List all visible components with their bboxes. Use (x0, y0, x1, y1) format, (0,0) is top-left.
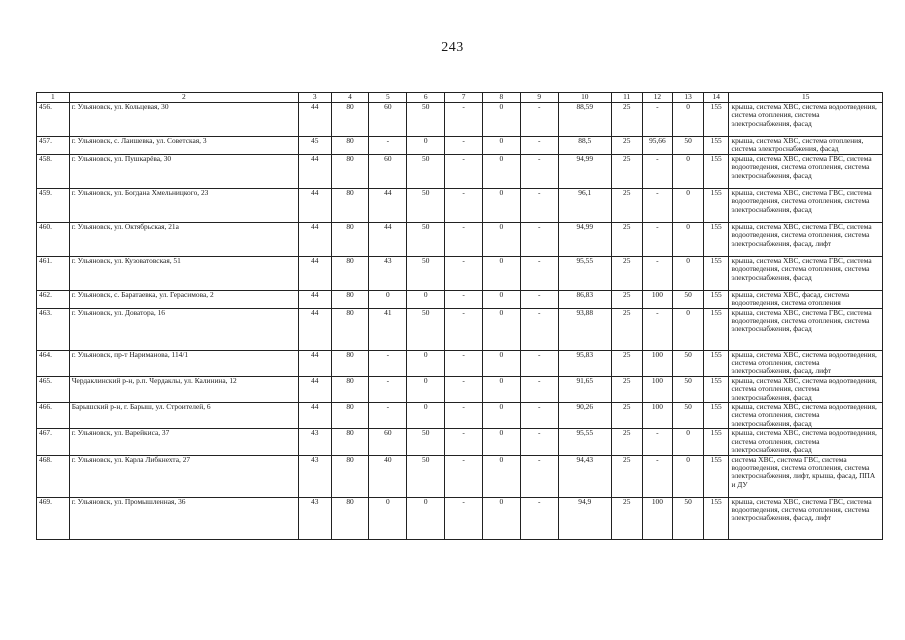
value-cell: - (369, 350, 407, 376)
value-cell: - (445, 256, 483, 290)
row-number: 463. (37, 308, 70, 350)
value-cell: 95,66 (642, 137, 673, 155)
value-cell: 100 (642, 290, 673, 308)
value-cell: - (445, 376, 483, 402)
table-row (37, 103, 883, 137)
row-number: 465. (37, 376, 70, 402)
value-cell: - (642, 154, 673, 188)
value-cell: 94,43 (558, 455, 611, 497)
value-cell: 50 (407, 429, 445, 455)
value-cell: - (445, 188, 483, 222)
value-cell: 96,1 (558, 188, 611, 222)
value-cell: 25 (611, 222, 642, 256)
value-cell: 95,55 (558, 429, 611, 455)
value-cell: 0 (482, 403, 520, 429)
value-cell: 25 (611, 154, 642, 188)
value-cell: 25 (611, 137, 642, 155)
value-cell: 80 (331, 290, 369, 308)
value-cell: 155 (703, 103, 729, 137)
table-row (37, 497, 883, 539)
value-cell: - (445, 103, 483, 137)
value-cell: 0 (673, 154, 704, 188)
value-cell: 0 (407, 290, 445, 308)
value-cell: 0 (482, 455, 520, 497)
column-header: 14 (703, 93, 729, 103)
column-header: 10 (558, 93, 611, 103)
value-cell: - (520, 222, 558, 256)
value-cell: - (445, 222, 483, 256)
value-cell: 44 (298, 188, 331, 222)
value-cell: 80 (331, 403, 369, 429)
value-cell: 0 (673, 429, 704, 455)
value-cell: 155 (703, 403, 729, 429)
table-row (37, 256, 883, 290)
value-cell: 50 (407, 256, 445, 290)
value-cell: 0 (407, 350, 445, 376)
value-cell: 25 (611, 350, 642, 376)
value-cell: 155 (703, 376, 729, 402)
value-cell: 94,9 (558, 497, 611, 539)
value-cell: 44 (298, 222, 331, 256)
value-cell: 91,65 (558, 376, 611, 402)
value-cell: - (369, 403, 407, 429)
row-number: 460. (37, 222, 70, 256)
value-cell: 50 (673, 403, 704, 429)
works-cell: крыша, система ХВС, система ГВС, система водоотведения, система отопления, система электроснабжения, фасад, лифт (729, 497, 883, 539)
value-cell: - (642, 103, 673, 137)
value-cell: 0 (482, 256, 520, 290)
column-header: 12 (642, 93, 673, 103)
table-row (37, 403, 883, 429)
value-cell: 50 (673, 497, 704, 539)
value-cell: 25 (611, 308, 642, 350)
value-cell: - (520, 256, 558, 290)
value-cell: - (520, 429, 558, 455)
value-cell: 44 (369, 222, 407, 256)
value-cell: 100 (642, 497, 673, 539)
works-cell: крыша, система ХВС, система ГВС, система водоотведения, система отопления, система электроснабжения, фасад (729, 154, 883, 188)
table-row (37, 308, 883, 350)
value-cell: - (642, 188, 673, 222)
works-cell: крыша, система ХВС, система ГВС, система водоотведения, система отопления, система электроснабжения, фасад (729, 256, 883, 290)
address-cell: г. Ульяновск, ул. Октябрьская, 21а (69, 222, 298, 256)
value-cell: 60 (369, 429, 407, 455)
value-cell: 25 (611, 290, 642, 308)
address-cell: г. Ульяновск, с. Баратаевка, ул. Герасимова, 2 (69, 290, 298, 308)
value-cell: 155 (703, 455, 729, 497)
value-cell: 0 (482, 103, 520, 137)
value-cell: 0 (482, 188, 520, 222)
address-cell: Чердаклинский р-н, р.п. Чердаклы, ул. Калинина, 12 (69, 376, 298, 402)
column-index-row (37, 93, 883, 103)
value-cell: 44 (298, 290, 331, 308)
table-row (37, 429, 883, 455)
column-header: 6 (407, 93, 445, 103)
value-cell: 95,83 (558, 350, 611, 376)
row-number: 464. (37, 350, 70, 376)
address-cell: г. Ульяновск, ул. Промышленная, 36 (69, 497, 298, 539)
value-cell: 43 (369, 256, 407, 290)
value-cell: 155 (703, 290, 729, 308)
value-cell: 50 (673, 376, 704, 402)
value-cell: - (445, 308, 483, 350)
value-cell: - (445, 429, 483, 455)
value-cell: 25 (611, 403, 642, 429)
value-cell: - (445, 350, 483, 376)
value-cell: 0 (369, 497, 407, 539)
value-cell: 80 (331, 103, 369, 137)
value-cell: - (445, 154, 483, 188)
works-cell: крыша, система ХВС, система водоотведения, система отопления, система электроснабжения, фасад (729, 103, 883, 137)
value-cell: - (445, 455, 483, 497)
row-number: 461. (37, 256, 70, 290)
row-number: 469. (37, 497, 70, 539)
value-cell: 44 (298, 403, 331, 429)
value-cell: 25 (611, 429, 642, 455)
table-row (37, 376, 883, 402)
column-header: 9 (520, 93, 558, 103)
value-cell: 50 (673, 350, 704, 376)
value-cell: 0 (482, 350, 520, 376)
value-cell: 25 (611, 188, 642, 222)
value-cell: 44 (369, 188, 407, 222)
value-cell: 0 (673, 188, 704, 222)
value-cell: - (520, 308, 558, 350)
value-cell: - (520, 290, 558, 308)
value-cell: 0 (369, 290, 407, 308)
address-cell: г. Ульяновск, ул. Кольцевая, 30 (69, 103, 298, 137)
value-cell: 0 (673, 256, 704, 290)
value-cell: 155 (703, 256, 729, 290)
value-cell: - (445, 137, 483, 155)
table-row (37, 350, 883, 376)
value-cell: 155 (703, 350, 729, 376)
value-cell: 95,55 (558, 256, 611, 290)
value-cell: 155 (703, 429, 729, 455)
value-cell: 44 (298, 154, 331, 188)
row-number: 459. (37, 188, 70, 222)
address-cell: Барышский р-н, г. Барыш, ул. Строителей, 6 (69, 403, 298, 429)
value-cell: - (369, 137, 407, 155)
value-cell: - (445, 403, 483, 429)
value-cell: - (369, 376, 407, 402)
value-cell: - (520, 137, 558, 155)
value-cell: 100 (642, 376, 673, 402)
value-cell: 93,88 (558, 308, 611, 350)
column-header: 8 (482, 93, 520, 103)
value-cell: 88,5 (558, 137, 611, 155)
value-cell: 25 (611, 455, 642, 497)
row-number: 456. (37, 103, 70, 137)
table-row (37, 290, 883, 308)
column-header: 1 (37, 93, 70, 103)
value-cell: 0 (407, 137, 445, 155)
value-cell: - (520, 350, 558, 376)
value-cell: 80 (331, 222, 369, 256)
value-cell: 40 (369, 455, 407, 497)
row-number: 468. (37, 455, 70, 497)
value-cell: 44 (298, 308, 331, 350)
value-cell: 60 (369, 154, 407, 188)
value-cell: - (520, 188, 558, 222)
value-cell: 43 (298, 497, 331, 539)
address-cell: г. Ульяновск, ул. Пушкарёва, 30 (69, 154, 298, 188)
value-cell: 80 (331, 376, 369, 402)
value-cell: 0 (482, 308, 520, 350)
value-cell: 86,83 (558, 290, 611, 308)
column-header: 15 (729, 93, 883, 103)
value-cell: 80 (331, 154, 369, 188)
value-cell: - (642, 308, 673, 350)
value-cell: 50 (673, 137, 704, 155)
address-cell: г. Ульяновск, ул. Богдана Хмельницкого, 23 (69, 188, 298, 222)
value-cell: 0 (482, 154, 520, 188)
address-cell: г. Ульяновск, с. Лаишевка, ул. Советская, 3 (69, 137, 298, 155)
value-cell: 0 (673, 455, 704, 497)
value-cell: 80 (331, 137, 369, 155)
value-cell: 25 (611, 376, 642, 402)
row-number: 457. (37, 137, 70, 155)
works-cell: крыша, система ХВС, система водоотведения, система отопления, система электроснабжения, фасад (729, 403, 883, 429)
table-row (37, 137, 883, 155)
address-cell: г. Ульяновск, ул. Карла Либкнехта, 27 (69, 455, 298, 497)
value-cell: - (642, 455, 673, 497)
works-cell: система ХВС, система ГВС, система водоотведения, система отопления, система электроснабжения, лифт, крыша, фасад, ППА и ДУ (729, 455, 883, 497)
works-cell: крыша, система ХВС, система водоотведения, система отопления, система электроснабжения, фасад (729, 376, 883, 402)
value-cell: 0 (407, 497, 445, 539)
value-cell: 60 (369, 103, 407, 137)
value-cell: 44 (298, 256, 331, 290)
table-row (37, 455, 883, 497)
column-header: 3 (298, 93, 331, 103)
page-number: 243 (441, 40, 464, 55)
works-cell: крыша, система ХВС, система ГВС, система водоотведения, система отопления, система электроснабжения, фасад (729, 188, 883, 222)
value-cell: 45 (298, 137, 331, 155)
table-row (37, 154, 883, 188)
value-cell: 0 (407, 376, 445, 402)
column-header: 13 (673, 93, 704, 103)
value-cell: - (520, 497, 558, 539)
value-cell: 41 (369, 308, 407, 350)
value-cell: - (642, 222, 673, 256)
value-cell: 155 (703, 137, 729, 155)
value-cell: 44 (298, 103, 331, 137)
works-cell: крыша, система ХВС, система ГВС, система водоотведения, система отопления, система электроснабжения, фасад (729, 308, 883, 350)
value-cell: - (520, 455, 558, 497)
value-cell: 80 (331, 429, 369, 455)
value-cell: 50 (407, 154, 445, 188)
value-cell: - (520, 376, 558, 402)
column-header: 2 (69, 93, 298, 103)
value-cell: 25 (611, 497, 642, 539)
value-cell: 50 (407, 188, 445, 222)
repair-program-table (36, 92, 883, 540)
value-cell: 80 (331, 350, 369, 376)
value-cell: - (642, 256, 673, 290)
value-cell: 0 (673, 103, 704, 137)
works-cell: крыша, система ХВС, система водоотведения, система отопления, система электроснабжения, фасад (729, 429, 883, 455)
row-number: 467. (37, 429, 70, 455)
table-row (37, 222, 883, 256)
address-cell: г. Ульяновск, ул. Кузоватовская, 51 (69, 256, 298, 290)
value-cell: - (520, 154, 558, 188)
value-cell: 50 (407, 103, 445, 137)
column-header: 7 (445, 93, 483, 103)
works-cell: крыша, система ХВС, система ГВС, система водоотведения, система отопления, система электроснабжения, фасад, лифт (729, 222, 883, 256)
value-cell: 94,99 (558, 222, 611, 256)
column-header: 11 (611, 93, 642, 103)
column-header: 4 (331, 93, 369, 103)
table-row (37, 188, 883, 222)
value-cell: - (520, 403, 558, 429)
value-cell: 100 (642, 350, 673, 376)
row-number: 458. (37, 154, 70, 188)
value-cell: 80 (331, 497, 369, 539)
value-cell: 88,59 (558, 103, 611, 137)
value-cell: 80 (331, 188, 369, 222)
value-cell: 155 (703, 154, 729, 188)
value-cell: 0 (482, 497, 520, 539)
value-cell: 80 (331, 308, 369, 350)
row-number: 466. (37, 403, 70, 429)
works-cell: крыша, система ХВС, фасад, система водоотведения, система отопления (729, 290, 883, 308)
value-cell: 100 (642, 403, 673, 429)
value-cell: 50 (407, 455, 445, 497)
value-cell: 0 (482, 376, 520, 402)
value-cell: - (445, 497, 483, 539)
value-cell: 43 (298, 455, 331, 497)
value-cell: 43 (298, 429, 331, 455)
value-cell: 44 (298, 376, 331, 402)
value-cell: 25 (611, 103, 642, 137)
value-cell: 0 (673, 308, 704, 350)
row-number: 462. (37, 290, 70, 308)
value-cell: 155 (703, 308, 729, 350)
works-cell: крыша, система ХВС, система отопления, система электроснабжения, фасад (729, 137, 883, 155)
value-cell: 80 (331, 455, 369, 497)
value-cell: 44 (298, 350, 331, 376)
value-cell: 0 (407, 403, 445, 429)
value-cell: 94,99 (558, 154, 611, 188)
value-cell: 0 (482, 290, 520, 308)
value-cell: 80 (331, 256, 369, 290)
value-cell: 155 (703, 222, 729, 256)
value-cell: 25 (611, 256, 642, 290)
value-cell: - (520, 103, 558, 137)
value-cell: 50 (407, 222, 445, 256)
value-cell: 0 (482, 137, 520, 155)
column-header: 5 (369, 93, 407, 103)
value-cell: - (642, 429, 673, 455)
value-cell: 50 (673, 290, 704, 308)
address-cell: г. Ульяновск, ул. Доватора, 16 (69, 308, 298, 350)
value-cell: 155 (703, 188, 729, 222)
works-cell: крыша, система ХВС, система водоотведения, система отопления, система электроснабжения, фасад, лифт (729, 350, 883, 376)
value-cell: - (445, 290, 483, 308)
value-cell: 50 (407, 308, 445, 350)
address-cell: г. Ульяновск, пр-т Нариманова, 114/1 (69, 350, 298, 376)
value-cell: 0 (482, 222, 520, 256)
value-cell: 0 (482, 429, 520, 455)
value-cell: 0 (673, 222, 704, 256)
value-cell: 90,26 (558, 403, 611, 429)
value-cell: 155 (703, 497, 729, 539)
address-cell: г. Ульяновск, ул. Варейкиса, 37 (69, 429, 298, 455)
